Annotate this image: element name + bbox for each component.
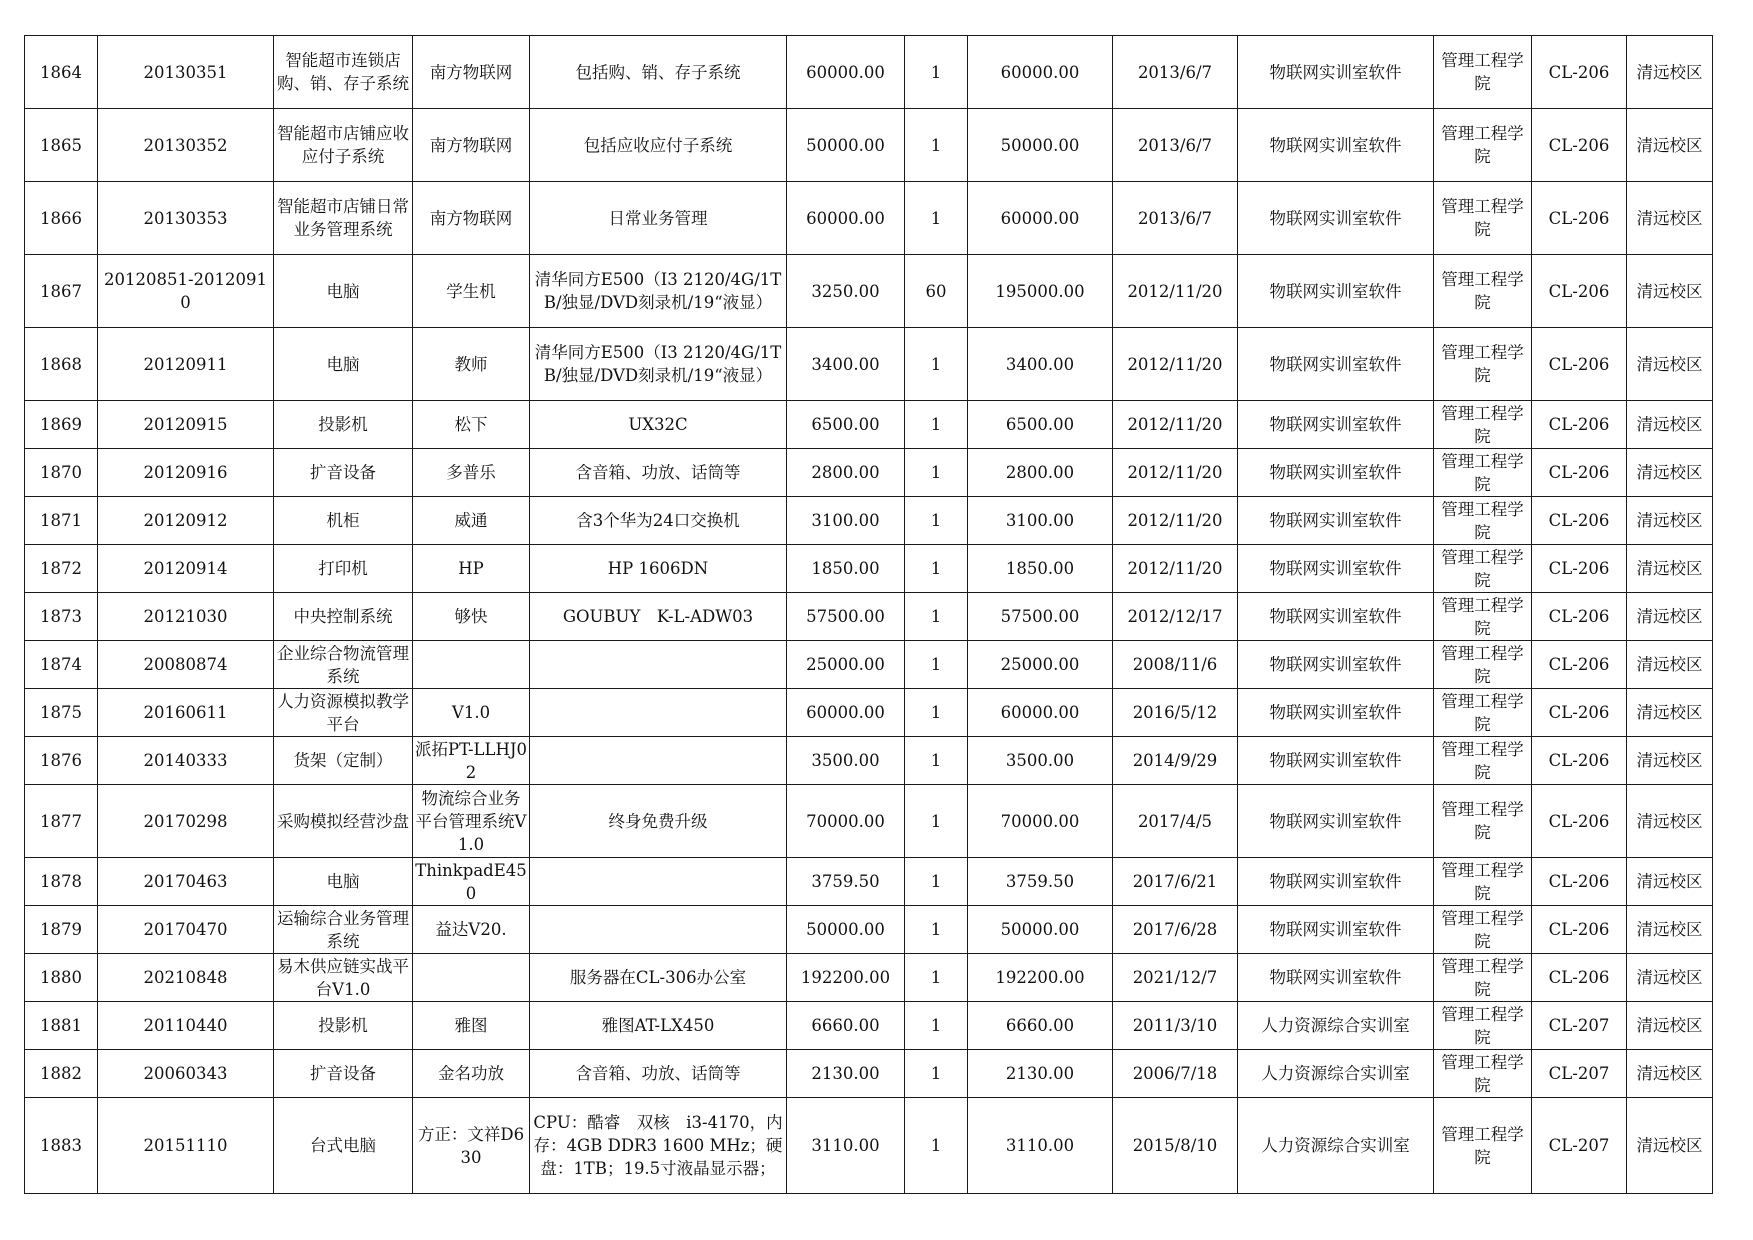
qty-cell: 1 [905, 545, 968, 593]
campus-cell: 清远校区 [1627, 182, 1713, 255]
location-cell: 物联网实训室软件 [1238, 328, 1434, 401]
location-cell: 人力资源综合实训室 [1238, 1050, 1434, 1098]
price-cell: 192200.00 [787, 954, 905, 1002]
room-cell: CL-206 [1532, 182, 1627, 255]
date-cell: 2012/11/20 [1113, 401, 1238, 449]
dept-cell: 管理工程学院 [1434, 737, 1532, 785]
spec-cell: HP 1606DN [530, 545, 787, 593]
seq-cell: 1877 [25, 785, 98, 858]
spec-cell: 清华同方E500（I3 2120/4G/1TB/独显/DVD刻录机/19“液显） [530, 328, 787, 401]
total-cell: 192200.00 [968, 954, 1113, 1002]
dept-cell: 管理工程学院 [1434, 641, 1532, 689]
location-cell: 物联网实训室软件 [1238, 906, 1434, 954]
date-cell: 2012/11/20 [1113, 497, 1238, 545]
table-row [25, 1050, 1713, 1098]
total-cell: 60000.00 [968, 36, 1113, 109]
brand-cell: 派拓PT-LLHJ02 [413, 737, 530, 785]
table-row [25, 1098, 1713, 1194]
brand-cell: 学生机 [413, 255, 530, 328]
location-cell: 物联网实训室软件 [1238, 182, 1434, 255]
total-cell: 60000.00 [968, 689, 1113, 737]
asset-no-cell: 20130352 [98, 109, 274, 182]
dept-cell: 管理工程学院 [1434, 449, 1532, 497]
campus-cell: 清远校区 [1627, 593, 1713, 641]
total-cell: 2800.00 [968, 449, 1113, 497]
brand-cell: 南方物联网 [413, 109, 530, 182]
spec-cell: 终身免费升级 [530, 785, 787, 858]
brand-cell [413, 954, 530, 1002]
asset-no-cell: 20120912 [98, 497, 274, 545]
dept-cell: 管理工程学院 [1434, 497, 1532, 545]
name-cell: 智能超市连锁店购、销、存子系统 [274, 36, 413, 109]
name-cell: 采购模拟经营沙盘 [274, 785, 413, 858]
brand-cell: 金名功放 [413, 1050, 530, 1098]
name-cell: 扩音设备 [274, 1050, 413, 1098]
price-cell: 3400.00 [787, 328, 905, 401]
table-row [25, 689, 1713, 737]
asset-no-cell: 20151110 [98, 1098, 274, 1194]
location-cell: 人力资源综合实训室 [1238, 1002, 1434, 1050]
price-cell: 3100.00 [787, 497, 905, 545]
price-cell: 57500.00 [787, 593, 905, 641]
asset-no-cell: 20170298 [98, 785, 274, 858]
dept-cell: 管理工程学院 [1434, 36, 1532, 109]
qty-cell: 60 [905, 255, 968, 328]
total-cell: 50000.00 [968, 906, 1113, 954]
total-cell: 57500.00 [968, 593, 1113, 641]
name-cell: 打印机 [274, 545, 413, 593]
total-cell: 195000.00 [968, 255, 1113, 328]
dept-cell: 管理工程学院 [1434, 109, 1532, 182]
price-cell: 6660.00 [787, 1002, 905, 1050]
spec-cell: 日常业务管理 [530, 182, 787, 255]
spec-cell [530, 858, 787, 906]
total-cell: 3100.00 [968, 497, 1113, 545]
campus-cell: 清远校区 [1627, 545, 1713, 593]
brand-cell: 够快 [413, 593, 530, 641]
total-cell: 3400.00 [968, 328, 1113, 401]
table-row [25, 449, 1713, 497]
dept-cell: 管理工程学院 [1434, 593, 1532, 641]
asset-no-cell: 20130353 [98, 182, 274, 255]
total-cell: 70000.00 [968, 785, 1113, 858]
date-cell: 2017/6/21 [1113, 858, 1238, 906]
spec-cell [530, 906, 787, 954]
spec-cell: 雅图AT-LX450 [530, 1002, 787, 1050]
campus-cell: 清远校区 [1627, 328, 1713, 401]
seq-cell: 1871 [25, 497, 98, 545]
spec-cell [530, 689, 787, 737]
table-row [25, 593, 1713, 641]
brand-cell [413, 641, 530, 689]
total-cell: 50000.00 [968, 109, 1113, 182]
campus-cell: 清远校区 [1627, 737, 1713, 785]
date-cell: 2013/6/7 [1113, 36, 1238, 109]
price-cell: 70000.00 [787, 785, 905, 858]
seq-cell: 1882 [25, 1050, 98, 1098]
table-row [25, 906, 1713, 954]
asset-no-cell: 20120915 [98, 401, 274, 449]
room-cell: CL-206 [1532, 328, 1627, 401]
campus-cell: 清远校区 [1627, 906, 1713, 954]
seq-cell: 1883 [25, 1098, 98, 1194]
room-cell: CL-206 [1532, 401, 1627, 449]
table-row [25, 182, 1713, 255]
dept-cell: 管理工程学院 [1434, 689, 1532, 737]
dept-cell: 管理工程学院 [1434, 545, 1532, 593]
brand-cell: 物流综合业务平台管理系统V1.0 [413, 785, 530, 858]
campus-cell: 清远校区 [1627, 858, 1713, 906]
campus-cell: 清远校区 [1627, 449, 1713, 497]
price-cell: 2130.00 [787, 1050, 905, 1098]
total-cell: 6660.00 [968, 1002, 1113, 1050]
room-cell: CL-206 [1532, 449, 1627, 497]
qty-cell: 1 [905, 689, 968, 737]
room-cell: CL-206 [1532, 593, 1627, 641]
date-cell: 2012/11/20 [1113, 255, 1238, 328]
seq-cell: 1869 [25, 401, 98, 449]
date-cell: 2012/12/17 [1113, 593, 1238, 641]
date-cell: 2011/3/10 [1113, 1002, 1238, 1050]
campus-cell: 清远校区 [1627, 109, 1713, 182]
date-cell: 2013/6/7 [1113, 109, 1238, 182]
campus-cell: 清远校区 [1627, 255, 1713, 328]
asset-no-cell: 20160611 [98, 689, 274, 737]
room-cell: CL-207 [1532, 1002, 1627, 1050]
location-cell: 物联网实训室软件 [1238, 954, 1434, 1002]
seq-cell: 1874 [25, 641, 98, 689]
qty-cell: 1 [905, 737, 968, 785]
qty-cell: 1 [905, 1002, 968, 1050]
seq-cell: 1880 [25, 954, 98, 1002]
total-cell: 60000.00 [968, 182, 1113, 255]
spec-cell: 清华同方E500（I3 2120/4G/1TB/独显/DVD刻录机/19“液显） [530, 255, 787, 328]
name-cell: 投影机 [274, 401, 413, 449]
date-cell: 2013/6/7 [1113, 182, 1238, 255]
total-cell: 3759.50 [968, 858, 1113, 906]
spec-cell: 含3个华为24口交换机 [530, 497, 787, 545]
name-cell: 扩音设备 [274, 449, 413, 497]
location-cell: 物联网实训室软件 [1238, 36, 1434, 109]
price-cell: 60000.00 [787, 182, 905, 255]
spec-cell: 服务器在CL-306办公室 [530, 954, 787, 1002]
asset-no-cell: 20140333 [98, 737, 274, 785]
name-cell: 投影机 [274, 1002, 413, 1050]
total-cell: 25000.00 [968, 641, 1113, 689]
qty-cell: 1 [905, 906, 968, 954]
qty-cell: 1 [905, 593, 968, 641]
qty-cell: 1 [905, 449, 968, 497]
room-cell: CL-206 [1532, 36, 1627, 109]
date-cell: 2017/6/28 [1113, 906, 1238, 954]
brand-cell: 益达V20. [413, 906, 530, 954]
dept-cell: 管理工程学院 [1434, 182, 1532, 255]
qty-cell: 1 [905, 401, 968, 449]
spec-cell: 包括购、销、存子系统 [530, 36, 787, 109]
room-cell: CL-206 [1532, 689, 1627, 737]
room-cell: CL-206 [1532, 906, 1627, 954]
date-cell: 2016/5/12 [1113, 689, 1238, 737]
location-cell: 物联网实训室软件 [1238, 593, 1434, 641]
name-cell: 智能超市店铺应收应付子系统 [274, 109, 413, 182]
price-cell: 60000.00 [787, 36, 905, 109]
room-cell: CL-206 [1532, 497, 1627, 545]
date-cell: 2012/11/20 [1113, 328, 1238, 401]
qty-cell: 1 [905, 858, 968, 906]
qty-cell: 1 [905, 785, 968, 858]
asset-no-cell: 20121030 [98, 593, 274, 641]
asset-no-cell: 20120916 [98, 449, 274, 497]
table-row [25, 109, 1713, 182]
seq-cell: 1872 [25, 545, 98, 593]
campus-cell: 清远校区 [1627, 36, 1713, 109]
brand-cell: 南方物联网 [413, 182, 530, 255]
name-cell: 台式电脑 [274, 1098, 413, 1194]
room-cell: CL-206 [1532, 858, 1627, 906]
name-cell: 人力资源模拟教学平台 [274, 689, 413, 737]
asset-no-cell: 20210848 [98, 954, 274, 1002]
brand-cell: 教师 [413, 328, 530, 401]
date-cell: 2006/7/18 [1113, 1050, 1238, 1098]
dept-cell: 管理工程学院 [1434, 1050, 1532, 1098]
inventory-page [24, 35, 1713, 1194]
total-cell: 2130.00 [968, 1050, 1113, 1098]
seq-cell: 1870 [25, 449, 98, 497]
brand-cell: ThinkpadE450 [413, 858, 530, 906]
spec-cell [530, 641, 787, 689]
brand-cell: 多普乐 [413, 449, 530, 497]
seq-cell: 1879 [25, 906, 98, 954]
seq-cell: 1875 [25, 689, 98, 737]
seq-cell: 1864 [25, 36, 98, 109]
table-row [25, 255, 1713, 328]
qty-cell: 1 [905, 109, 968, 182]
qty-cell: 1 [905, 1050, 968, 1098]
asset-no-cell: 20170470 [98, 906, 274, 954]
spec-cell: CPU：酷睿 双核 i3-4170，内存：4GB DDR3 1600 MHz；硬盘：1TB；19.5寸液晶显示器； [530, 1098, 787, 1194]
dept-cell: 管理工程学院 [1434, 858, 1532, 906]
price-cell: 3110.00 [787, 1098, 905, 1194]
location-cell: 物联网实训室软件 [1238, 785, 1434, 858]
dept-cell: 管理工程学院 [1434, 785, 1532, 858]
location-cell: 物联网实训室软件 [1238, 641, 1434, 689]
table-row [25, 785, 1713, 858]
qty-cell: 1 [905, 641, 968, 689]
date-cell: 2014/9/29 [1113, 737, 1238, 785]
qty-cell: 1 [905, 1098, 968, 1194]
dept-cell: 管理工程学院 [1434, 1002, 1532, 1050]
price-cell: 3250.00 [787, 255, 905, 328]
room-cell: CL-206 [1532, 954, 1627, 1002]
seq-cell: 1866 [25, 182, 98, 255]
campus-cell: 清远校区 [1627, 1098, 1713, 1194]
location-cell: 物联网实训室软件 [1238, 858, 1434, 906]
name-cell: 机柜 [274, 497, 413, 545]
price-cell: 50000.00 [787, 109, 905, 182]
campus-cell: 清远校区 [1627, 689, 1713, 737]
campus-cell: 清远校区 [1627, 1050, 1713, 1098]
table-row [25, 641, 1713, 689]
brand-cell: 威通 [413, 497, 530, 545]
price-cell: 3759.50 [787, 858, 905, 906]
name-cell: 智能超市店铺日常业务管理系统 [274, 182, 413, 255]
table-row [25, 954, 1713, 1002]
table-row [25, 1002, 1713, 1050]
qty-cell: 1 [905, 497, 968, 545]
asset-no-cell: 20170463 [98, 858, 274, 906]
price-cell: 50000.00 [787, 906, 905, 954]
location-cell: 人力资源综合实训室 [1238, 1098, 1434, 1194]
spec-cell: 包括应收应付子系统 [530, 109, 787, 182]
name-cell: 企业综合物流管理系统 [274, 641, 413, 689]
qty-cell: 1 [905, 954, 968, 1002]
seq-cell: 1876 [25, 737, 98, 785]
location-cell: 物联网实训室软件 [1238, 255, 1434, 328]
brand-cell: 雅图 [413, 1002, 530, 1050]
room-cell: CL-206 [1532, 255, 1627, 328]
dept-cell: 管理工程学院 [1434, 906, 1532, 954]
location-cell: 物联网实训室软件 [1238, 401, 1434, 449]
campus-cell: 清远校区 [1627, 954, 1713, 1002]
spec-cell [530, 737, 787, 785]
table-row [25, 401, 1713, 449]
name-cell: 中央控制系统 [274, 593, 413, 641]
seq-cell: 1868 [25, 328, 98, 401]
price-cell: 60000.00 [787, 689, 905, 737]
location-cell: 物联网实训室软件 [1238, 737, 1434, 785]
campus-cell: 清远校区 [1627, 785, 1713, 858]
dept-cell: 管理工程学院 [1434, 401, 1532, 449]
total-cell: 6500.00 [968, 401, 1113, 449]
asset-no-cell: 20130351 [98, 36, 274, 109]
room-cell: CL-207 [1532, 1098, 1627, 1194]
campus-cell: 清远校区 [1627, 401, 1713, 449]
location-cell: 物联网实训室软件 [1238, 109, 1434, 182]
date-cell: 2021/12/7 [1113, 954, 1238, 1002]
room-cell: CL-206 [1532, 545, 1627, 593]
spec-cell: 含音箱、功放、话筒等 [530, 449, 787, 497]
asset-no-cell: 20120851-20120910 [98, 255, 274, 328]
asset-no-cell: 20080874 [98, 641, 274, 689]
price-cell: 25000.00 [787, 641, 905, 689]
total-cell: 3500.00 [968, 737, 1113, 785]
location-cell: 物联网实训室软件 [1238, 497, 1434, 545]
total-cell: 3110.00 [968, 1098, 1113, 1194]
spec-cell: GOUBUY K-L-ADW03 [530, 593, 787, 641]
name-cell: 货架（定制） [274, 737, 413, 785]
date-cell: 2012/11/20 [1113, 545, 1238, 593]
campus-cell: 清远校区 [1627, 1002, 1713, 1050]
location-cell: 物联网实训室软件 [1238, 449, 1434, 497]
room-cell: CL-207 [1532, 1050, 1627, 1098]
seq-cell: 1881 [25, 1002, 98, 1050]
date-cell: 2012/11/20 [1113, 449, 1238, 497]
seq-cell: 1865 [25, 109, 98, 182]
dept-cell: 管理工程学院 [1434, 954, 1532, 1002]
name-cell: 电脑 [274, 255, 413, 328]
asset-no-cell: 20120911 [98, 328, 274, 401]
dept-cell: 管理工程学院 [1434, 255, 1532, 328]
qty-cell: 1 [905, 182, 968, 255]
seq-cell: 1873 [25, 593, 98, 641]
date-cell: 2008/11/6 [1113, 641, 1238, 689]
campus-cell: 清远校区 [1627, 641, 1713, 689]
total-cell: 1850.00 [968, 545, 1113, 593]
table-row [25, 328, 1713, 401]
spec-cell: 含音箱、功放、话筒等 [530, 1050, 787, 1098]
spec-cell: UX32C [530, 401, 787, 449]
name-cell: 电脑 [274, 858, 413, 906]
dept-cell: 管理工程学院 [1434, 328, 1532, 401]
table-row [25, 737, 1713, 785]
brand-cell: 南方物联网 [413, 36, 530, 109]
location-cell: 物联网实训室软件 [1238, 689, 1434, 737]
table-row [25, 36, 1713, 109]
campus-cell: 清远校区 [1627, 497, 1713, 545]
room-cell: CL-206 [1532, 737, 1627, 785]
room-cell: CL-206 [1532, 641, 1627, 689]
room-cell: CL-206 [1532, 785, 1627, 858]
seq-cell: 1878 [25, 858, 98, 906]
price-cell: 3500.00 [787, 737, 905, 785]
asset-no-cell: 20060343 [98, 1050, 274, 1098]
brand-cell: V1.0 [413, 689, 530, 737]
table-row [25, 497, 1713, 545]
qty-cell: 1 [905, 328, 968, 401]
name-cell: 电脑 [274, 328, 413, 401]
price-cell: 6500.00 [787, 401, 905, 449]
price-cell: 1850.00 [787, 545, 905, 593]
qty-cell: 1 [905, 36, 968, 109]
room-cell: CL-206 [1532, 109, 1627, 182]
date-cell: 2017/4/5 [1113, 785, 1238, 858]
table-row [25, 858, 1713, 906]
brand-cell: HP [413, 545, 530, 593]
location-cell: 物联网实训室软件 [1238, 545, 1434, 593]
seq-cell: 1867 [25, 255, 98, 328]
name-cell: 运输综合业务管理系统 [274, 906, 413, 954]
brand-cell: 方正：文祥D630 [413, 1098, 530, 1194]
table-row [25, 545, 1713, 593]
price-cell: 2800.00 [787, 449, 905, 497]
asset-no-cell: 20120914 [98, 545, 274, 593]
brand-cell: 松下 [413, 401, 530, 449]
dept-cell: 管理工程学院 [1434, 1098, 1532, 1194]
name-cell: 易木供应链实战平台V1.0 [274, 954, 413, 1002]
asset-no-cell: 20110440 [98, 1002, 274, 1050]
asset-table [24, 35, 1713, 1194]
date-cell: 2015/8/10 [1113, 1098, 1238, 1194]
